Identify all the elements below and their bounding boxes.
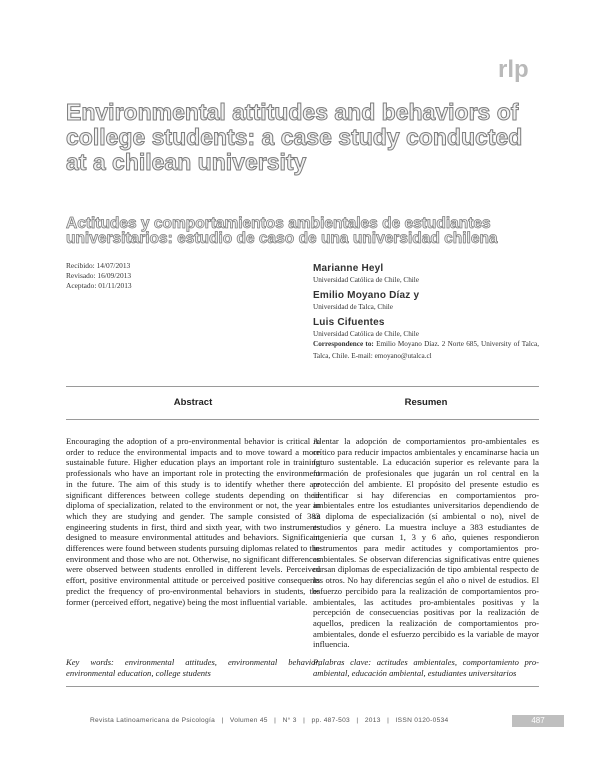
resumen-rule-mid	[313, 419, 539, 420]
footer-separator: |	[274, 717, 277, 724]
resumen-text: Alentar la adopción de comportamientos pro-ambientales es crítico para reducir impactos ambientales y encaminarse hacia un futuro sustentable. La educación superior es relevante para la formación de profesionales que jugarán un rol central en la protección del ambiente. El propósito del presente estudio es identificar si hay diferencias en comportamientos pro-ambientales entre los estudiantes universitarios dependiendo de su diploma de especialización (sí ambiental o no), nivel de estudios y género. La muestra incluye a 383 estudiantes de ingeniería que cursan 1, 3 y 6 año, quienes respondieron instrumentos para medir actitudes y comportamientos pro-ambientales. Se observan diferencias significativas entre quienes cursan diplomas de especialización de tipo ambiental respecto de los otros. No hay diferencias según el año o nivel de estudios. El esfuerzo percibido para la realización de comportamientos pro-ambientales, las actitudes pro-ambientales positivas y la percepción de consecuencias positivas por la realización de aquellos, predicen la realización de comportamientos pro-ambientales, donde el esfuerzo percibido es la variable de mayor influencia.	[313, 436, 539, 650]
footer-separator: |	[221, 717, 224, 724]
footer-issn: ISSN 0120-0534	[395, 717, 449, 724]
correspondence	[313, 338, 539, 362]
footer-volume: Volumen 45	[229, 717, 268, 724]
journal-logo: rlp	[498, 56, 529, 83]
author-name: Luis Cifuentes	[313, 317, 385, 328]
page-number: 487	[531, 716, 545, 725]
footer-separator: |	[303, 717, 306, 724]
footer-separator: |	[356, 717, 359, 724]
author-affiliation: Universidad Católica de Chile, Chile	[313, 276, 419, 284]
author-affiliation: Universidad Católica de Chile, Chile	[313, 330, 419, 338]
accepted-date: Aceptado: 01/11/2013	[66, 281, 132, 290]
footer-pages: pp. 487-503	[311, 717, 351, 724]
revised-date: Revisado: 16/09/2013	[66, 271, 132, 280]
resumen-rule-bottom	[313, 686, 539, 687]
abstract-rule-top	[66, 386, 320, 387]
author-list	[313, 263, 553, 344]
footer-number: N° 3	[282, 717, 297, 724]
resumen-keywords: Palabras clave: actitudes ambientales, comportamiento pro-ambiental, educación ambiental, estudiantes universitarios	[313, 657, 539, 678]
footer-journal: Revista Latinoamericana de Psicología	[90, 717, 216, 724]
footer-separator: |	[387, 717, 390, 724]
resumen-heading: Resumen	[404, 397, 448, 408]
correspondence-label: Correspondence to:	[313, 340, 374, 348]
resumen-rule-top	[313, 386, 539, 387]
received-date: Recibido: 14/07/2013	[66, 261, 131, 270]
author-name: Marianne Heyl	[313, 263, 384, 274]
author-affiliation: Universidad de Talca, Chile	[313, 303, 393, 311]
footer-year: 2013	[364, 717, 381, 724]
abstract-heading: Abstract	[173, 397, 213, 408]
article-dates	[66, 261, 132, 291]
author-name: Emilio Moyano Díaz y	[313, 290, 420, 301]
abstract-rule-bottom	[66, 686, 320, 687]
page-footer	[90, 717, 449, 724]
abstract-rule-mid	[66, 419, 320, 420]
article-subtitle: Actitudes y comportamientos ambientales de estudiantes universitarios: estudio de caso de una universidad chilena	[66, 215, 498, 247]
abstract-text: Encouraging the adoption of a pro-environmental behavior is critical in order to reduce the environmental impacts and to move toward a more sustainable future. Higher education plays an important role in training professionals who have an important role in protecting the environment in the future. The aim of this study is to identify whether there are significant differences between college students depending on their diploma of specialization, related to the environment or not, the year in which they are studying and gender. The sample consisted of 383 engineering students in first, third and sixth year, with two instruments designed to measure environmental attitudes and behaviors. Significant differences were found between students pursuing diplomas related to the environment and those who are not. Otherwise, no significant differences were observed between students enrolled in different levels. Perceived effort, positive environmental attitude or perceived positive consequents predict the frequency of pro-environmental behaviors in students, the former (perceived effort, negative) being the most influential variable.	[66, 436, 320, 607]
correspondence-text: Emilio Moyano Díaz. 2 Norte 685, University of Talca, Talca, Chile. E-mail: emoyano@utalca.cl	[313, 340, 539, 360]
article-title: Environmental attitudes and behaviors of college students: a case study conducted at a chilean university	[66, 99, 523, 175]
abstract-keywords: Key words: environmental attitudes, environmental behavior, environmental education, college students	[66, 657, 320, 678]
